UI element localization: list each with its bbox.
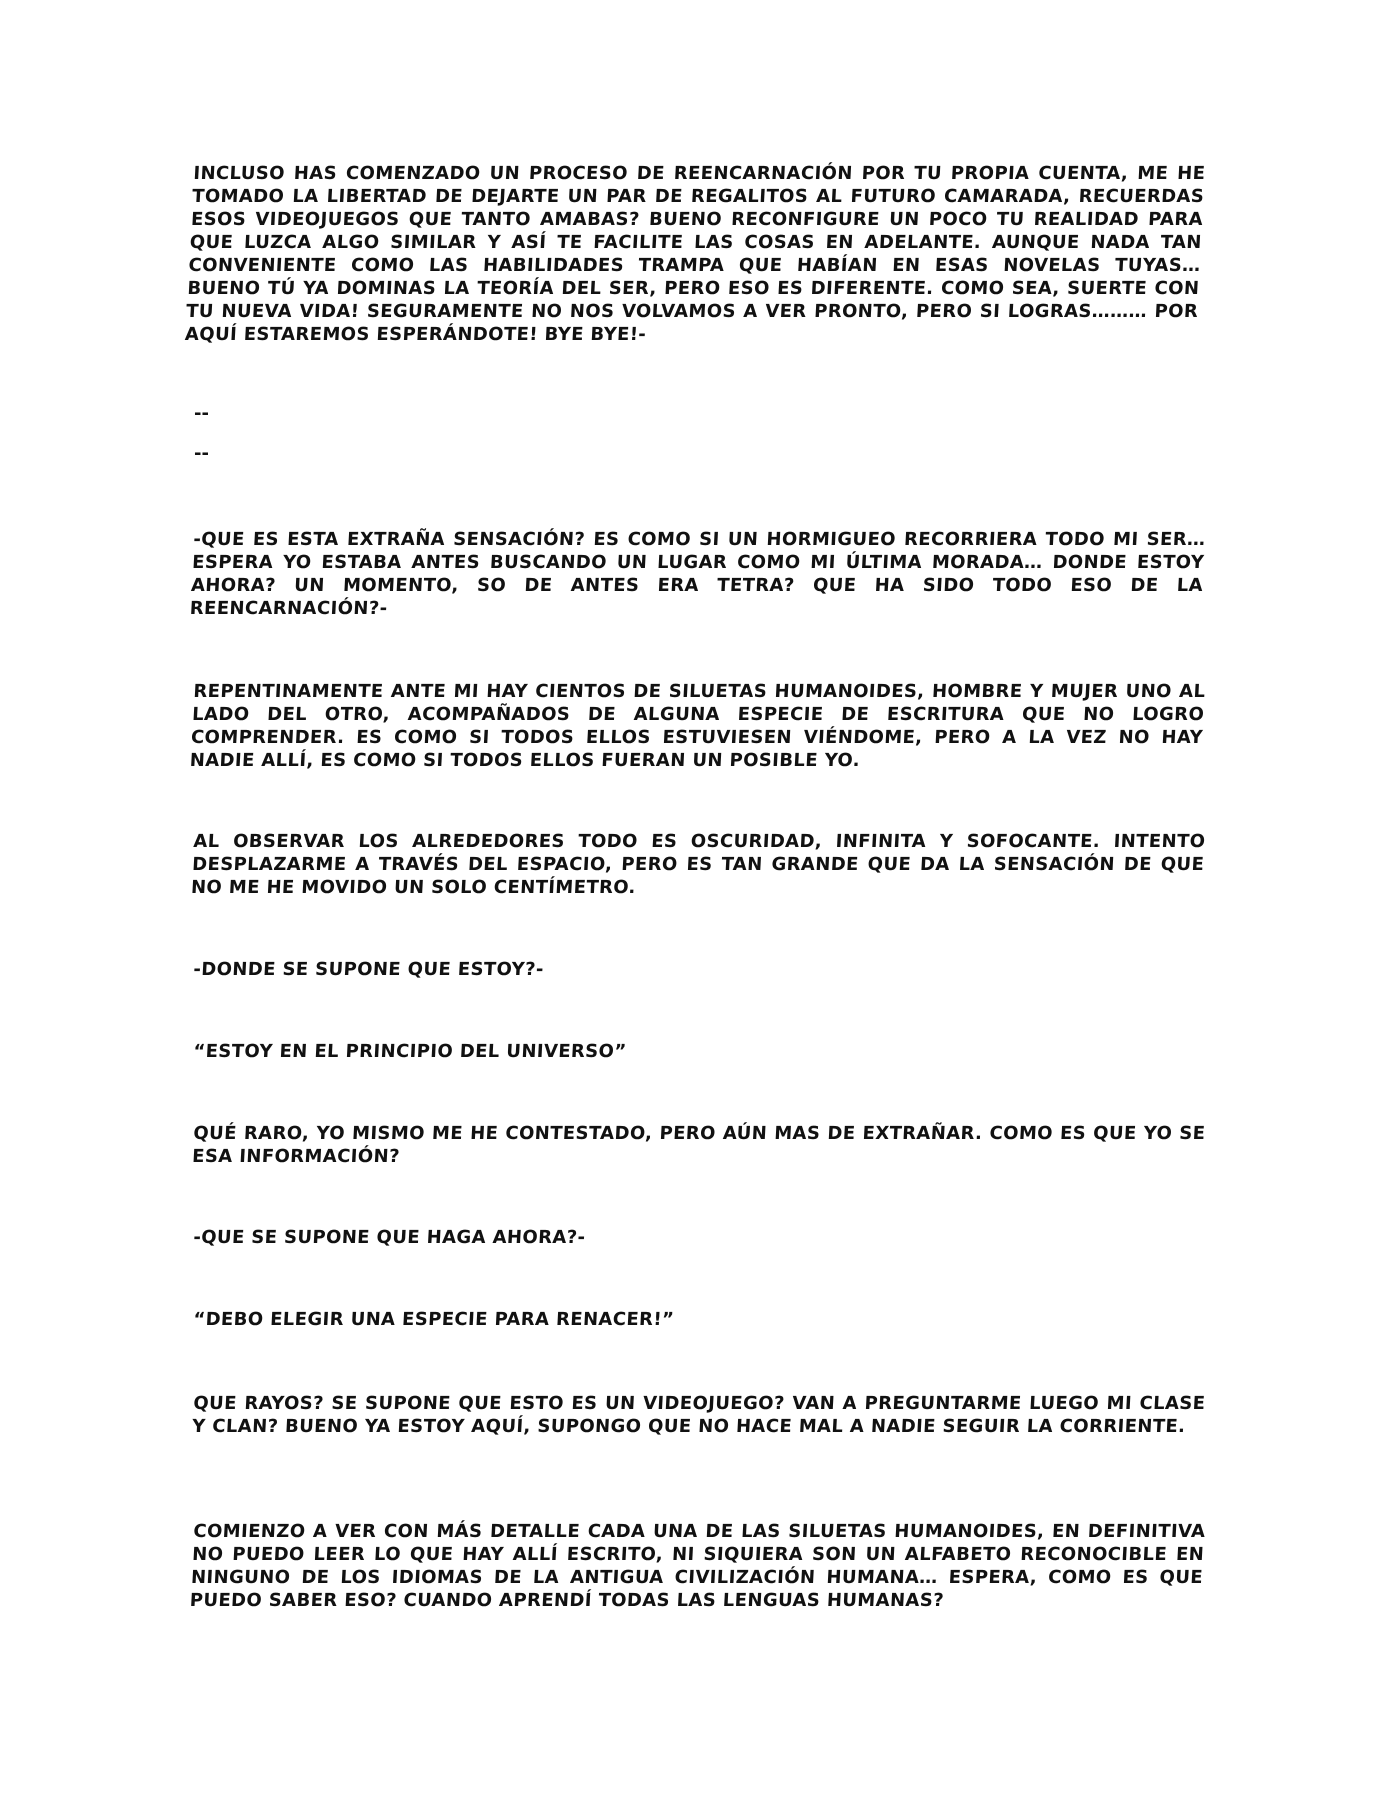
thought-beginning-of-universe: “ESTOY EN EL PRINCIPIO DEL UNIVERSO” [192,1041,628,1062]
scene-break-1: -- [194,403,209,424]
paragraph-answered-myself: QUÉ RARO, YO MISMO ME HE CONTESTADO, PERO AÚN MAS DE EXTRAÑAR. COMO ES QUE YO SE ESA INFORMACIÓN? [191,1123,1206,1167]
paragraph-humanoid-silhouettes: REPENTINAMENTE ANTE MI HAY CIENTOS DE SILUETAS HUMANOIDES, HOMBRE Y MUJER UNO AL LADO DEL OTRO, ACOMPAÑADOS DE ALGUNA ESPECIE DE ESCRITURA QUE NO LOGRO COMPRENDER. ES COMO SI TODOS ELLOS ESTUVIESEN VIÉNDOME, PERO A LA VEZ NO HAY NADIE ALLÍ, ES COMO SI TODOS ELLOS FUERAN UN POSIBLE YO. [189,681,1206,771]
scene-break-2: -- [194,443,209,464]
thought-choose-species: “DEBO ELEGIR UNA ESPECIE PARA RENACER!” [192,1309,675,1330]
paragraph-farewell-message: INCLUSO HAS COMENZADO UN PROCESO DE REENCARNACIÓN POR TU PROPIA CUENTA, ME HE TOMADO LA LIBERTAD DE DEJARTE UN PAR DE REGALITOS AL FUTURO CAMARADA, RECUERDAS ESOS VIDEOJUEGOS QUE TANTO AMABAS? BUENO RECONFIGURE UN POCO TU REALIDAD PARA QUE LUZCA ALGO SIMILAR Y ASÍ TE FACILITE LAS COSAS EN ADELANTE. AUNQUE NADA TAN CONVENIENTE COMO LAS HABILIDADES TRAMPA QUE HABÍAN EN ESAS NOVELAS TUYAS… BUENO TÚ YA DOMINAS LA TEORÍA DEL SER, PERO ESO ES DIFERENTE. COMO SEA, SUERTE CON TU NUEVA VIDA! SEGURAMENTE NO NOS VOLVAMOS A VER PRONTO, PERO SI LOGRAS……… POR AQUÍ ESTAREMOS ESPERÁNDOTE! BYE BYE!- [184,163,1206,345]
paragraph-silhouettes-detail: COMIENZO A VER CON MÁS DETALLE CADA UNA DE LAS SILUETAS HUMANOIDES, EN DEFINITIVA NO PUEDO LEER LO QUE HAY ALLÍ ESCRITO, NI SIQUIERA SON UN ALFABETO RECONOCIBLE EN NINGUNO DE LOS IDIOMAS DE LA ANTIGUA CIVILIZACIÓN HUMANA… ESPERA, COMO ES QUE PUEDO SABER ESO? CUANDO APRENDÍ TODAS LAS LENGUAS HUMANAS? [189,1521,1206,1611]
paragraph-darkness: AL OBSERVAR LOS ALREDEDORES TODO ES OSCURIDAD, INFINITA Y SOFOCANTE. INTENTO DESPLAZARME A TRAVÉS DEL ESPACIO, PERO ES TAN GRANDE QUE DA LA SENSACIÓN DE QUE NO ME HE MOVIDO UN SOLO CENTÍMETRO. [190,831,1206,898]
dialogue-where-am-i: -DONDE SE SUPONE QUE ESTOY?- [192,959,545,980]
paragraph-strange-sensation: -QUE ES ESTA EXTRAÑA SENSACIÓN? ES COMO SI UN HORMIGUEO RECORRIERA TODO MI SER… ESPERA YO ESTABA ANTES BUSCANDO UN LUGAR COMO MI ÚLTIMA MORADA… DONDE ESTOY AHORA? UN MOMENTO, SO DE ANTES ERA TETRA? QUE HA SIDO TODO ESO DE LA REENCARNACIÓN?- [189,529,1206,619]
paragraph-videogame: QUE RAYOS? SE SUPONE QUE ESTO ES UN VIDEOJUEGO? VAN A PREGUNTARME LUEGO MI CLASE Y CLAN? BUENO YA ESTOY AQUÍ, SUPONGO QUE NO HACE MAL A NADIE SEGUIR LA CORRIENTE. [191,1393,1206,1437]
dialogue-what-now: -QUE SE SUPONE QUE HAGA AHORA?- [192,1227,586,1248]
